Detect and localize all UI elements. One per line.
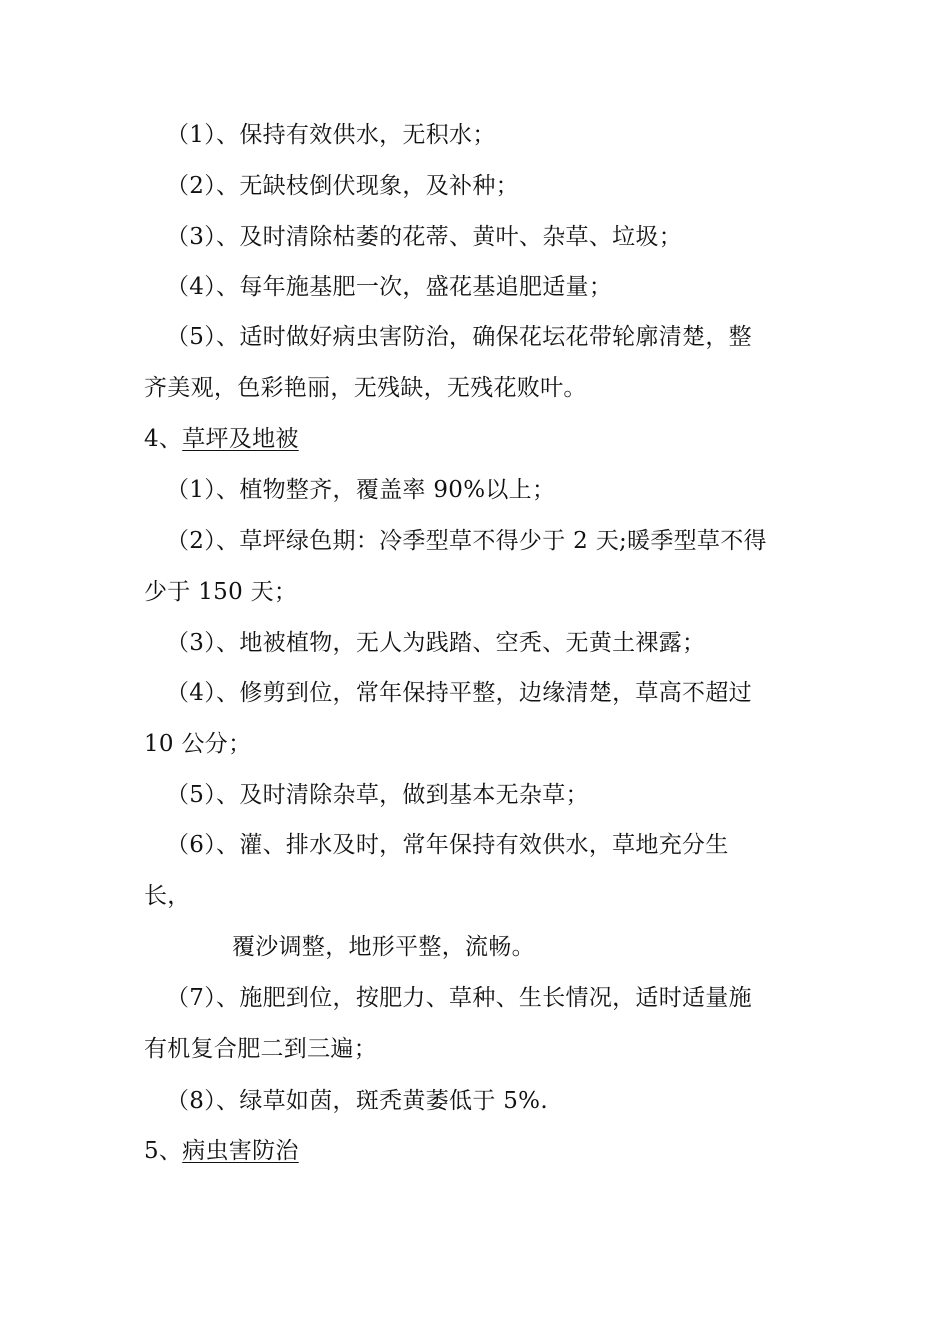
lawn-item-2-continued: 少于 150 天； xyxy=(144,579,298,605)
flower-item-1: （1）、保持有效供水，无积水； xyxy=(166,122,496,148)
pest-section-number: 5、 xyxy=(144,1138,183,1164)
pest-section-heading xyxy=(144,1131,834,1171)
pest-section-title: 病虫害防治 xyxy=(182,1138,299,1164)
flower-item-5-continued: 齐美观，色彩艳丽，无残缺，无残花败叶。 xyxy=(144,375,587,401)
lawn-item-8: （8）、绿草如茵，斑秃黄萎低于 5%. xyxy=(166,1088,548,1114)
flower-item-2: （2）、无缺枝倒伏现象，及补种； xyxy=(166,173,519,199)
lawn-item-4: （4）、修剪到位，常年保持平整，边缘清楚，草高不超过 xyxy=(166,680,752,706)
lawn-section-title: 草坪及地被 xyxy=(182,426,299,452)
lawn-section-heading xyxy=(144,419,834,459)
lawn-item-5: （5）、及时清除杂草，做到基本无杂草； xyxy=(166,782,589,808)
lawn-section-number: 4、 xyxy=(144,426,183,452)
lawn-item-6: （6）、灌、排水及时，常年保持有效供水，草地充分生 xyxy=(166,832,729,858)
lawn-item-6-continued-2: 覆沙调整，地形平整，流畅。 xyxy=(232,934,535,960)
lawn-item-7: （7）、施肥到位，按肥力、草种、生长情况，适时适量施 xyxy=(166,985,752,1011)
lawn-item-1: （1）、植物整齐，覆盖率 90%以上； xyxy=(166,477,556,503)
flower-item-4: （4）、每年施基肥一次，盛花基追肥适量； xyxy=(166,274,613,300)
lawn-item-3: （3）、地被植物，无人为践踏、空秃、无黄土裸露； xyxy=(166,630,706,656)
lawn-item-7-continued: 有机复合肥二到三遍； xyxy=(144,1036,377,1062)
flower-item-3: （3）、及时清除枯萎的花蒂、黄叶、杂草、垃圾； xyxy=(166,224,683,250)
flower-item-5: （5）、适时做好病虫害防治，确保花坛花带轮廓清楚，整 xyxy=(166,324,752,350)
lawn-item-6-continued: 长， xyxy=(144,883,191,909)
lawn-item-4-continued: 10 公分； xyxy=(144,731,252,757)
lawn-item-2: （2）、草坪绿色期：冷季型草不得少于 2 天;暖季型草不得 xyxy=(166,528,767,554)
